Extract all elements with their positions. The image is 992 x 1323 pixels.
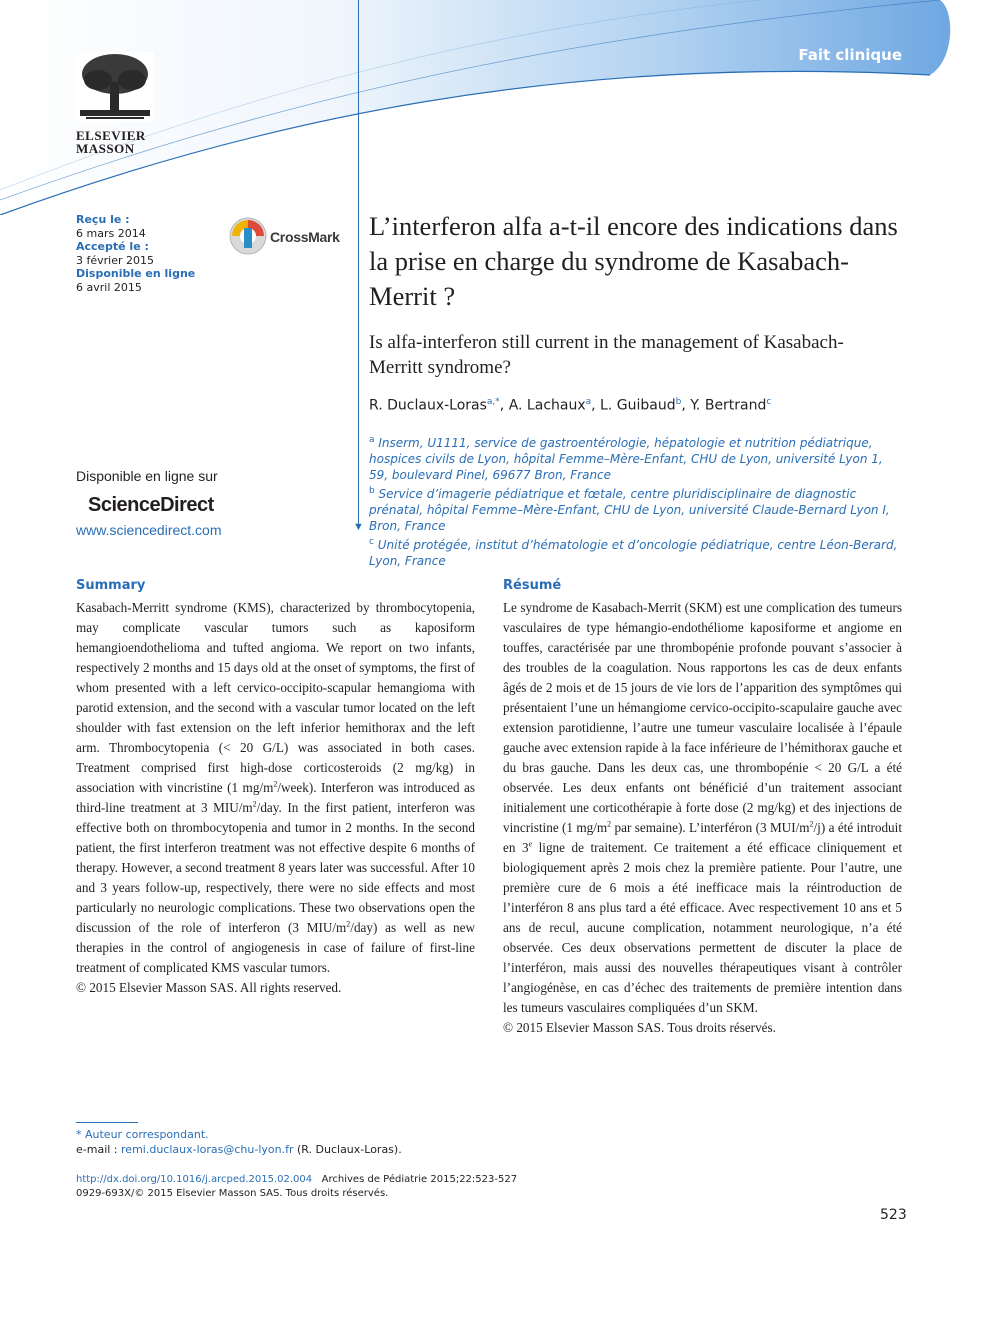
crossmark-label[interactable]: CrossMark: [270, 229, 340, 245]
article-dates: [76, 213, 195, 294]
page-number: 523: [880, 1207, 907, 1223]
resume-text: Le syndrome de Kasabach-Merrit (SKM) est une complication des tumeurs vasculaires de type hémangio-endothéliome kaposiforme et angiome en touffes, caractérisée par une thrombopénie profonde pouvant s’associer à des troubles de la coagulation. Nous rapportons les cas de deux enfants âgés de 2 mois et de 15 jours de vie lors de l’apparition des symptômes qui présentaient l’une un hémangiome cervico-occipito-scapulaire gauche avec extension parotidienne, l’autre une tumeur vasculaire localisée à l’épaule gauche avec extension rapide à la face inférieure de l’hémithorax gauche et du bras gauche. Dans les deux cas, une thrombopénie < 20 G/L a été observée. Les deux enfants ont bénéficié d’un traitement associant initialement une corticothérapie à forte dose (2 mg/kg) et des injections de vincristine (1 $mg/m^2$ par semaine). L’interféron (3 MUI/$m^2/j$) a été introduit en 3e ligne de traitement. Ce traitement a été efficace cliniquement et biologiquement après 2 mois chez la première patiente. Pour l’autre, une première cure de 6 mois a été inefficace mais la réintroduction de l’interféron 8 ans plus tard a été efficace. Avec respectivement 10 ans et 5 ans de recul, aucune complication, notamment neurologique, n’a été observée. Ces deux observations permettent de discuter la place de l’interféron, mais aussi des nouvelles thérapeutiques visant à contrôler l’angiogénèse, en cas d’échec des traitements de première intention dans les tumeurs vasculaires compliquées d’un SKM.: [503, 600, 902, 1015]
author-affiliation-marker: a: [585, 397, 592, 407]
article-title: L’interferon alfa a-t-il encore des indications dans la prise en charge du syndrome de Kasabach-Merrit ?: [369, 211, 898, 311]
received-label: Reçu le :: [76, 213, 130, 226]
summary-text: Kasabach-Merritt syndrome (KMS), characterized by thrombocytopenia, may complicate vascular tumors such as kaposiform hemangioendothelioma and tufted angioma. We report on two infants, respectively 2 months and 15 days old at the onset of symptoms, the first of whom presented with a left cervico-occipito-scapular hemangioma with parotid extension, and the second with a vascular tumor located on the left shoulder with fast extension on the left inferior hemithorax and the left arm. Thrombocytopenia (< 20 G/L) was associated in both cases. Treatment comprised first high-dose corticosteroids (2 mg/kg) in association with vincristine (1 $mg/m^2/week$). Interferon was introduced as third-line treatment at 3 MIU/$m^2$/day. In the first patient, interferon was effective both on thrombocytopenia and tumor in 2 months. In the second patient, the first interferon treatment was not effective despite 6 months of therapy. However, a second treatment 8 years later was successful. After 10 and 3 years follow-up, respectively, there were no side effects and most particularly no neurologic complications. These two observations open the discussion of the role of interferon (3 MIU/$m^2/day$) as well as new therapies in the control of angiogenesis in case of failure of first-line treatment of complicated KMS vascular tumors.: [76, 600, 475, 975]
journal-citation: Archives de Pédiatrie 2015;22:523-527: [321, 1174, 518, 1185]
doi-link[interactable]: http://dx.doi.org/10.1016/j.arcped.2015.02.004: [76, 1174, 313, 1185]
resume-copyright: © 2015 Elsevier Masson SAS. Tous droits réservés.: [503, 1020, 776, 1035]
summary-body: [76, 598, 475, 998]
email-line: [76, 1142, 402, 1157]
author-name: R. Duclaux-Loras: [369, 397, 487, 414]
arrow-down-icon: ▼: [353, 521, 364, 533]
online-date: 6 avril 2015: [76, 280, 142, 294]
affiliation-item: [369, 432, 904, 483]
article-type-label: Fait clinique: [798, 46, 902, 64]
elsevier-tree-icon: [76, 52, 154, 122]
summary-copyright: © 2015 Elsevier Masson SAS. All rights reserved.: [76, 980, 342, 995]
author-affiliation-marker: c: [766, 397, 772, 407]
accepted-date: 3 février 2015: [76, 253, 155, 267]
doi-line: [76, 1172, 517, 1187]
affiliation-item: [369, 534, 904, 569]
received-date: 6 mars 2014: [76, 226, 146, 240]
resume-body: [503, 598, 902, 1038]
publisher-line2: MASSON: [76, 141, 135, 156]
author-affiliation-marker: b: [675, 397, 682, 407]
sciencedirect-link[interactable]: www.sciencedirect.com: [76, 522, 222, 538]
author-affiliation-marker: a,*: [486, 397, 500, 407]
corresponding-author-note: * Auteur correspondant.: [76, 1128, 209, 1141]
affiliation-marker: c: [369, 537, 374, 547]
availability-label: Disponible en ligne sur: [76, 468, 218, 484]
email-label: e-mail :: [76, 1143, 118, 1156]
online-label: Disponible en ligne: [76, 267, 196, 280]
publisher-line1: ELSEVIER: [76, 128, 146, 143]
affiliation-text: Unité protégée, institut d’hématologie et d’oncologie pédiatrique, centre Léon-Berard, Lyon, France: [369, 538, 898, 568]
sciencedirect-logo[interactable]: ScienceDirect: [88, 494, 214, 516]
footnote-rule: [76, 1122, 138, 1123]
resume-heading: Résumé: [503, 578, 562, 593]
affiliation-marker: b: [369, 486, 375, 496]
affiliation-list: [369, 432, 904, 569]
affiliation-marker: a: [369, 435, 375, 445]
author-name: Y. Bertrand: [690, 397, 767, 414]
crossmark-icon[interactable]: [228, 216, 268, 256]
email-link[interactable]: remi.duclaux-loras@chu-lyon.fr: [121, 1143, 294, 1156]
author-list: R. Duclaux-Loras$^{a,*}$, A. Lachaux$^a$, L. Guibaud$^b$, Y. Bertrand$^c$: [369, 397, 772, 414]
summary-heading: Summary: [76, 578, 146, 593]
article-subtitle: Is alfa-interferon still current in the management of Kasabach-Merritt syndrome?: [369, 332, 844, 378]
accepted-label: Accepté le :: [76, 240, 149, 253]
publisher-name: [76, 129, 154, 155]
publisher-logo: [76, 52, 154, 155]
affiliation-item: [369, 483, 904, 534]
affiliation-text: Service d’imagerie pédiatrique et fœtale, centre pluridisciplinaire de diagnostic prénatal, hôpital Femme–Mère-Enfant, CHU de Lyon, université Claude-Bernard Lyon I, Bron, France: [369, 487, 890, 533]
author-name: A. Lachaux: [508, 397, 586, 414]
issn-line: 0929-693X/© 2015 Elsevier Masson SAS. Tous droits réservés.: [76, 1188, 389, 1199]
email-suffix: (R. Duclaux-Loras).: [296, 1143, 402, 1156]
column-divider: [358, 0, 359, 527]
author-name: L. Guibaud: [600, 397, 676, 414]
affiliation-text: Inserm, U1111, service de gastroentérologie, hépatologie et nutrition pédiatrique, hospices civils de Lyon, hôpital Femme–Mère-Enfant, CHU de Lyon, université Lyon 1, 59, boulevard Pinel, 69677 Bron, France: [369, 436, 883, 482]
